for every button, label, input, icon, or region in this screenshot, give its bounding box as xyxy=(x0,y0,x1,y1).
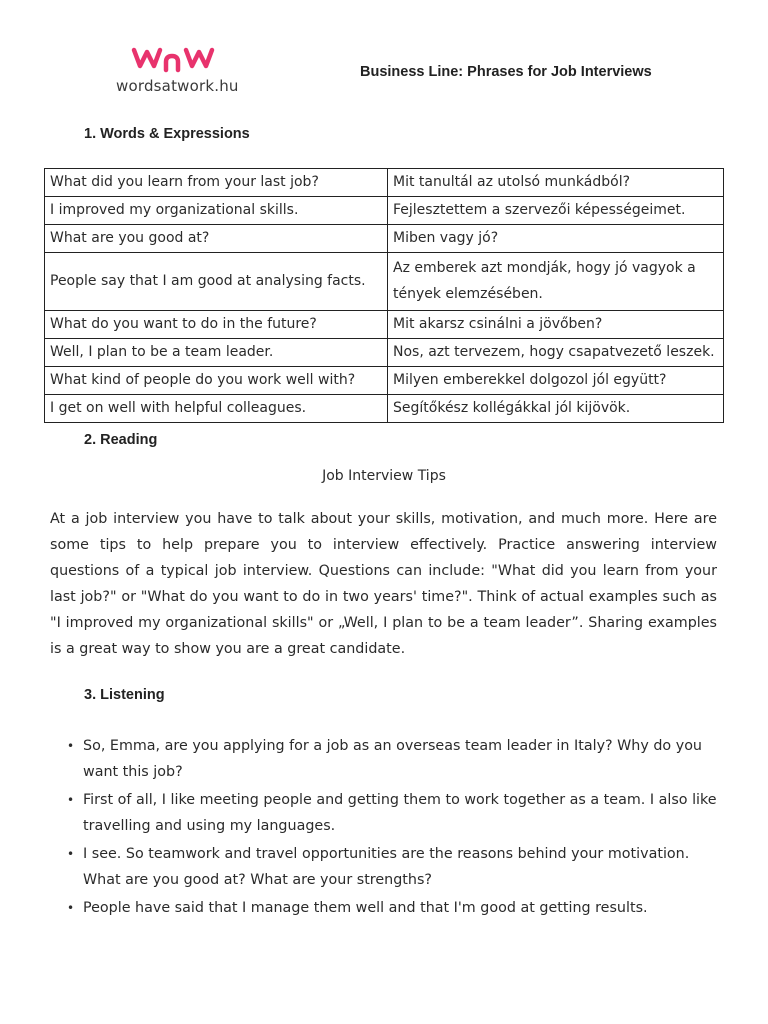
table-row xyxy=(45,169,724,197)
english-phrase: What did you learn from your last job? xyxy=(45,169,388,197)
hungarian-phrase: Mit tanultál az utolsó munkádból? xyxy=(388,169,724,197)
reading-body: At a job interview you have to talk about your skills, motivation, and much more. Here are some tips to help prepare you to interview effectively. Practice answering interview questions of a typical job interview. Questions can include: "What did you learn from your last job?" or "What do you want to do in two years' time?". Think of actual examples such as "I improved my organizational skills" or „Well, I plan to be a team leader”. Sharing examples is a great way to show you are a great candidate. xyxy=(50,511,717,657)
table-row xyxy=(45,197,724,225)
list-item: • People have said that I manage them well and that I'm good at getting results. xyxy=(62,895,722,921)
english-phrase: I improved my organizational skills. xyxy=(45,197,388,225)
list-item: • First of all, I like meeting people and getting them to work together as a team. I also like travelling and using my languages. xyxy=(62,787,722,839)
section-heading-reading: 2. Reading xyxy=(84,432,158,448)
english-phrase: What kind of people do you work well with? xyxy=(45,367,388,395)
section-heading-words: 1. Words & Expressions xyxy=(84,126,250,142)
english-phrase: People say that I am good at analysing facts. xyxy=(45,253,388,311)
english-phrase: Well, I plan to be a team leader. xyxy=(45,339,388,367)
vocabulary-table xyxy=(44,168,724,423)
table-row xyxy=(45,253,724,311)
table-row xyxy=(45,225,724,253)
english-phrase: I get on well with helpful colleagues. xyxy=(45,395,388,423)
table-row xyxy=(45,395,724,423)
document-title: Business Line: Phrases for Job Interviews xyxy=(360,64,652,80)
reading-title: Job Interview Tips xyxy=(322,468,446,484)
list-item: • So, Emma, are you applying for a job as an overseas team leader in Italy? Why do you want this job? xyxy=(62,733,722,785)
table-row xyxy=(45,339,724,367)
list-item: • I see. So teamwork and travel opportunities are the reasons behind your motivation. What are you good at? What are your strengths? xyxy=(62,841,722,893)
hungarian-phrase: Miben vagy jó? xyxy=(388,225,724,253)
hungarian-phrase: Fejlesztettem a szervezői képességeimet. xyxy=(388,197,724,225)
logo-text: wordsatwork.hu xyxy=(116,77,239,95)
wnw-logo-icon xyxy=(130,44,222,74)
table-row xyxy=(45,367,724,395)
logo xyxy=(116,44,238,95)
table-row xyxy=(45,311,724,339)
listening-dialogue-list xyxy=(62,733,722,923)
hungarian-phrase: Milyen emberekkel dolgozol jól együtt? xyxy=(388,367,724,395)
hungarian-phrase: Az emberek azt mondják, hogy jó vagyok a tények elemzésében. xyxy=(388,253,724,311)
section-heading-listening: 3. Listening xyxy=(84,687,165,703)
english-phrase: What are you good at? xyxy=(45,225,388,253)
hungarian-phrase: Nos, azt tervezem, hogy csapatvezető leszek. xyxy=(388,339,724,367)
hungarian-phrase: Mit akarsz csinálni a jövőben? xyxy=(388,311,724,339)
english-phrase: What do you want to do in the future? xyxy=(45,311,388,339)
hungarian-phrase: Segítőkész kollégákkal jól kijövök. xyxy=(388,395,724,423)
